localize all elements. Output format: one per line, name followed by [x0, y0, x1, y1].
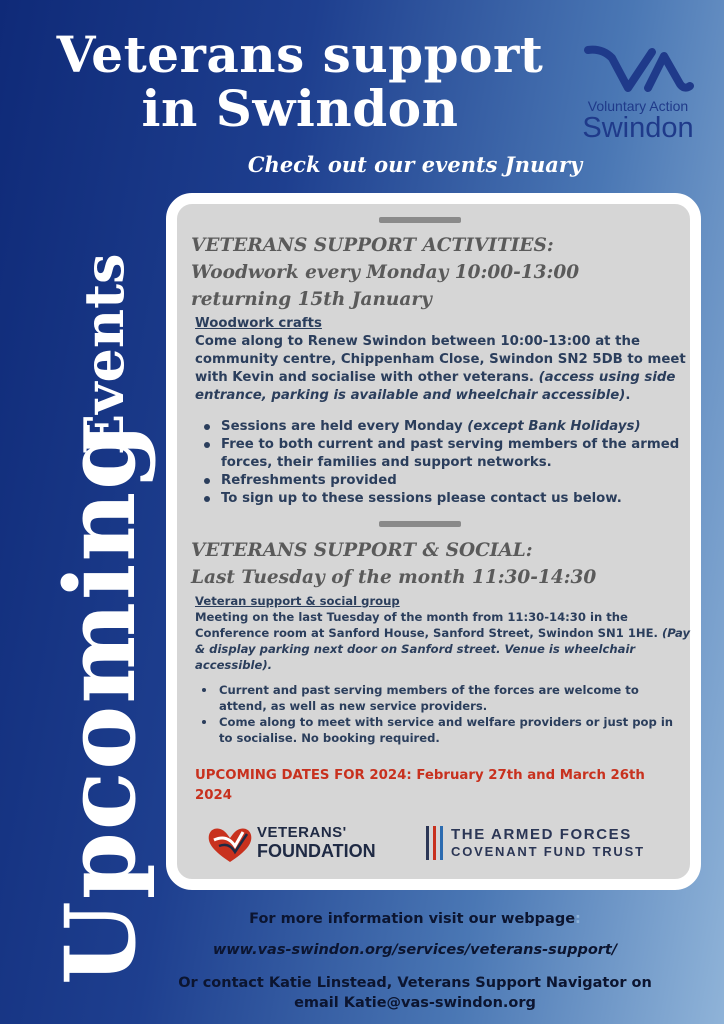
section2-bullet-list: [199, 682, 687, 746]
vertical-banner: [40, 145, 170, 985]
vf-logo-line-1: VETERANS': [257, 824, 347, 841]
list-item: Current and past serving members of the forces are welcome to attend, as well as new service providers.: [199, 682, 687, 714]
woodwork-crafts-link[interactable]: Woodwork crafts: [195, 316, 322, 331]
section2-title: [191, 537, 691, 591]
section2-desc-parking: (Pay & display parking next door on Sanford street. Venue is wheelchair accessible).: [195, 626, 691, 672]
vas-logo-line-1: Voluntary Action: [587, 98, 689, 114]
section1-title: [191, 232, 691, 313]
footer-info-text: For more information visit our webpage: [249, 911, 576, 927]
section1-title-line-2: Woodwork every Monday 10:00-13:00: [191, 262, 580, 283]
veterans-foundation-heart-icon: [205, 824, 255, 864]
section2-title-line-1: VETERANS SUPPORT & SOCIAL:: [191, 540, 533, 561]
vertical-upcoming: Upcoming: [44, 420, 157, 985]
list-item: Sessions are held every Monday (except Bank Holidays): [201, 418, 691, 436]
title-line-1: Veterans support: [56, 25, 544, 84]
vertical-events: Events: [72, 253, 136, 455]
vf-logo-line-2: FOUNDATION: [257, 841, 376, 861]
divider-top: [379, 217, 461, 223]
subheading: Check out our events Jnuary: [247, 152, 583, 177]
section2-title-line-2: Last Tuesday of the month 11:30-14:30: [191, 567, 597, 588]
page-title: [30, 25, 570, 138]
section1-description: [195, 333, 695, 405]
section2-desc-main: Meeting on the last Tuesday of the month from 11:30-14:30 in the Conference room at Sanford House, Sanford Street, Swindon SN1 1HE.: [195, 610, 658, 640]
footer-contact-email[interactable]: email Katie@vas-swindon.org: [294, 995, 536, 1011]
divider-middle: [379, 521, 461, 527]
vas-logo-line-2: Swindon: [582, 112, 694, 144]
list-item: Refreshments provided: [201, 472, 691, 490]
section1-desc-end: .: [625, 388, 631, 403]
footer-info: [120, 911, 710, 927]
armed-forces-stripes-icon: [425, 826, 445, 860]
section2-description: [195, 609, 695, 673]
armed-forces-covenant-logo: [425, 824, 675, 864]
title-line-2: in Swindon: [141, 79, 459, 138]
section1-desc-access: (access using side entrance, parking is available and wheelchair accessible): [195, 370, 676, 403]
list-item: To sign up to these sessions please contact us below.: [201, 490, 691, 508]
section1-bullet-list: [201, 418, 691, 508]
section1-title-line-3: returning 15th January: [191, 289, 432, 310]
vas-logo-icon: [582, 44, 694, 100]
section1-desc-main: Come along to Renew Swindon between 10:00-13:00 at the community centre, Chippenham Close, Swindon SN2 5DB to meet with Kevin and socialise with other veterans.: [195, 334, 686, 385]
section1-title-line-1: VETERANS SUPPORT ACTIVITIES:: [191, 235, 554, 256]
af-logo-line-1: THE ARMED FORCES: [451, 826, 632, 843]
veterans-foundation-logo: [205, 820, 375, 866]
list-item: Come along to meet with service and welfare providers or just pop in to socialise. No booking required.: [199, 714, 687, 746]
af-logo-line-2: COVENANT FUND TRUST: [451, 844, 645, 859]
list-item: Free to both current and past serving members of the armed forces, their families and support networks.: [201, 436, 691, 472]
events-card: [166, 193, 701, 890]
voluntary-action-swindon-logo: [568, 44, 708, 148]
footer-contact-line-1: Or contact Katie Linstead, Veterans Support Navigator on: [178, 975, 652, 991]
footer-info-colon: :: [575, 911, 581, 927]
veteran-social-group-link[interactable]: Veteran support & social group: [195, 594, 400, 608]
footer-webpage-link[interactable]: www.vas-swindon.org/services/veterans-support/: [212, 942, 618, 958]
upcoming-dates: UPCOMING DATES FOR 2024: February 27th and March 26th 2024: [195, 768, 645, 803]
